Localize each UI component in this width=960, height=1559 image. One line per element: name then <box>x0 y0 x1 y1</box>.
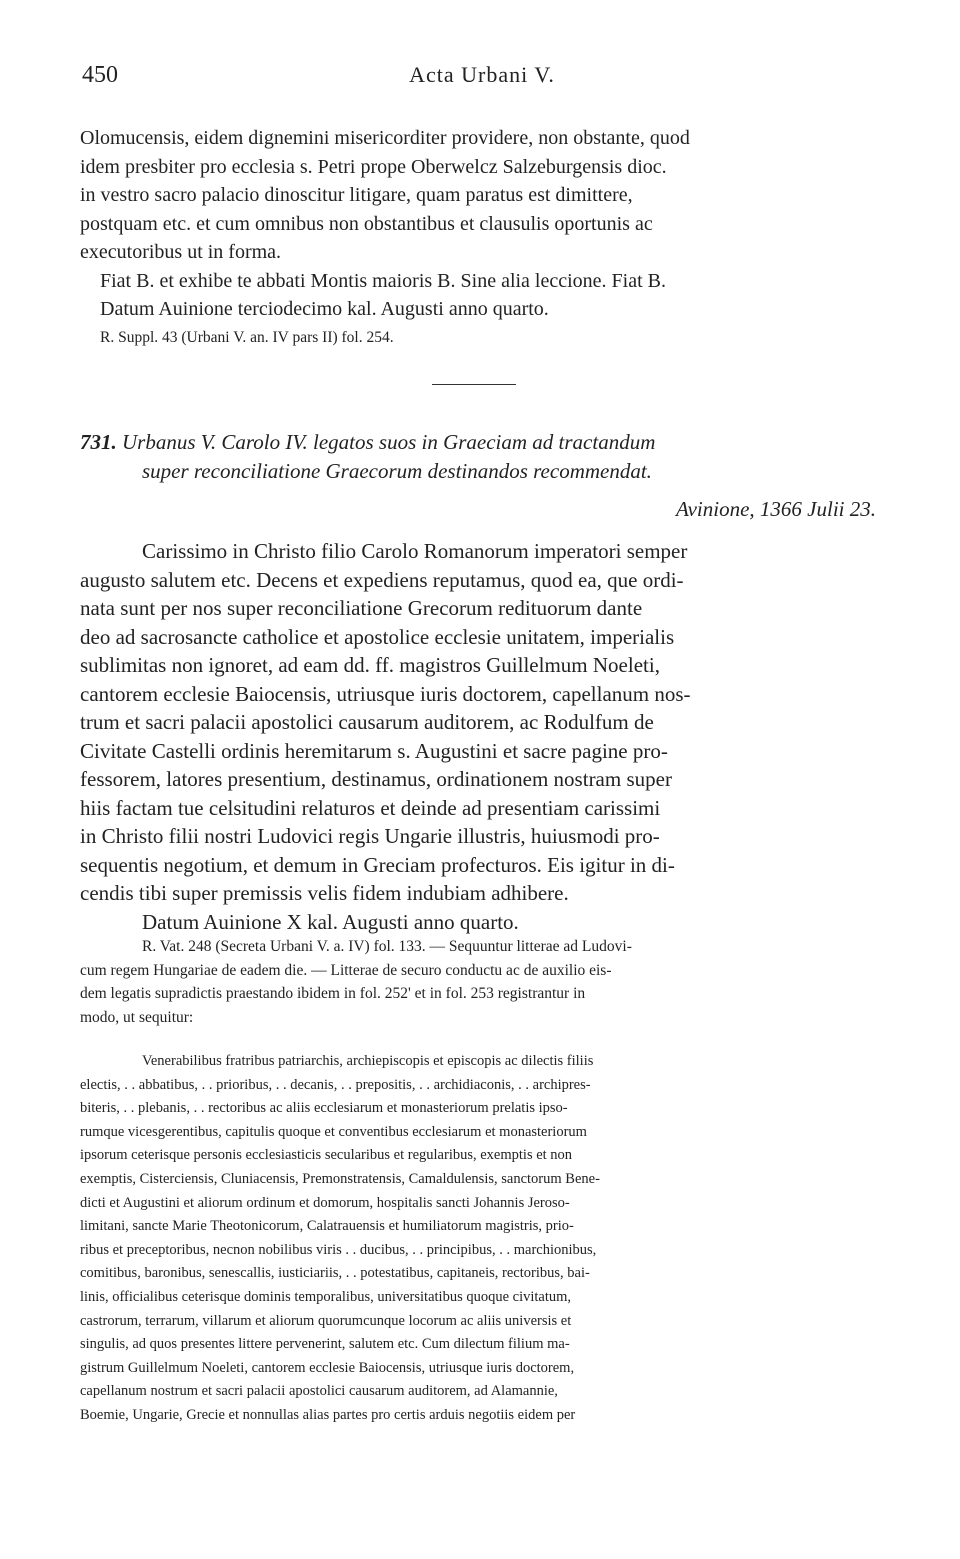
document-number: 731. <box>80 430 117 454</box>
source-reference: R. Suppl. 43 (Urbani V. an. IV pars II) fol. 254. <box>100 328 394 346</box>
text-line: sublimitas non ignoret, ad eam dd. ff. magistros Guillelmum Noeleti, <box>80 653 660 677</box>
quoted-line: electis, . . abbatibus, . . prioribus, . . decanis, . . prepositis, . . archidiaconis, . . archipres- <box>80 1076 591 1093</box>
document-heading <box>80 428 896 524</box>
quoted-line: limitani, sancte Marie Theotonicorum, Calatrauensis et humiliatorum magistris, prio- <box>80 1218 574 1235</box>
running-title: Acta Urbani V. <box>409 62 555 87</box>
text-line: nata sunt per nos super reconciliatione Grecorum redituorum dante <box>80 596 643 620</box>
text-line: idem presbiter pro ecclesia s. Petri prope Oberwelcz Salzeburgensis dioc. <box>80 155 667 178</box>
note-line: cum regem Hungariae de eadem die. — Litterae de securo conductu ac de auxilio eis- <box>80 961 612 979</box>
quoted-line: biteris, . . plebanis, . . rectoribus ac aliis ecclesiarum et monasteriorum prelatis ipso- <box>80 1100 568 1117</box>
place-date: Avinione, 1366 Julii 23. <box>675 497 876 521</box>
quoted-line: castrorum, terrarum, villarum et aliorum quorumcunque locorum ac aliis universis et <box>80 1312 572 1329</box>
page-header <box>82 62 882 102</box>
letter-body <box>80 537 896 936</box>
previous-document-text <box>80 124 896 352</box>
page-number: 450 <box>82 62 118 88</box>
quoted-line: gistrum Guillelmum Noeleti, cantorem ecclesie Baiocensis, utriusque iuris doctorem, <box>80 1359 575 1376</box>
datum-line: Datum Auinione terciodecimo kal. Augusti anno quarto. <box>100 298 549 320</box>
quoted-line: capellanum nostrum et sacri palacii apostolici causarum auditorem, ad Alamannie, <box>80 1383 558 1400</box>
note-line: modo, ut sequitur: <box>80 1009 194 1027</box>
datum-line: Datum Auinione X kal. Augusti anno quarto. <box>142 909 519 934</box>
heading-text-continued: super reconciliatione Graecorum destinandos recommendat. <box>142 458 652 483</box>
quoted-line: exemptis, Cisterciensis, Cluniacensis, Premonstratensis, Camaldulensis, sanctorum Bene- <box>80 1170 600 1187</box>
section-divider <box>432 384 516 385</box>
quoted-line: Boemie, Ungarie, Grecie et nonnullas alias partes pro certis arduis negotiis eidem per <box>80 1406 576 1423</box>
text-line: sequentis negotium, et demum in Greciam profecturos. Eis igitur in di- <box>80 852 675 877</box>
heading-text: Urbanus V. Carolo IV. legatos suos in Graeciam ad tractandum <box>122 430 656 454</box>
text-line: augusto salutem etc. Decens et expediens reputamus, quod ea, que ordi- <box>80 567 684 592</box>
quoted-line: ribus et preceptoribus, necnon nobilibus viris . . ducibus, . . principibus, . . marchionibus, <box>80 1241 597 1258</box>
quoted-line: ipsorum ceterisque personis ecclesiasticis secularibus et regularibus, exemptis et non <box>80 1147 573 1164</box>
quoted-line: singulis, ad quos presentes littere pervenerint, salutem etc. Cum dilectum filium ma- <box>80 1336 570 1353</box>
fiat-line: Fiat B. et exhibe te abbati Montis maioris B. Sine alia leccione. Fiat B. <box>100 269 667 292</box>
text-line: postquam etc. et cum omnibus non obstantibus et clausulis oportunis ac <box>80 212 653 235</box>
text-line: Civitate Castelli ordinis heremitarum s. Augustini et sacre pagine pro- <box>80 738 668 763</box>
text-line: in vestro sacro palacio dinoscitur litigare, quam paratus est dimittere, <box>80 184 633 206</box>
text-line: trum et sacri palacii apostolici causarum auditorem, ac Rodulfum de <box>80 710 654 734</box>
text-line: executoribus ut in forma. <box>80 241 282 263</box>
quoted-line: linis, officialibus ceterisque dominis temporalibus, universitatibus quoque civitatum, <box>80 1288 572 1305</box>
text-line: deo ad sacrosancte catholice et apostolice ecclesie unitatem, imperialis <box>80 624 675 649</box>
text-line: fessorem, latores presentium, destinamus, ordinationem nostram super <box>80 767 672 791</box>
text-line: Olomucensis, eidem dignemini misericorditer providere, non obstante, quod <box>80 127 690 149</box>
quoted-line: Venerabilibus fratribus patriarchis, archiepiscopis et episcopis ac dilectis filiis <box>142 1053 594 1069</box>
quoted-line: rumque vicesgerentibus, capitulis quoque et conventibus ecclesiarum et monasteriorum <box>80 1123 587 1140</box>
editorial-note <box>80 935 896 1030</box>
note-line: R. Vat. 248 (Secreta Urbani V. a. IV) fol. 133. — Sequuntur litterae ad Ludovi- <box>142 938 632 955</box>
text-line: Carissimo in Christo filio Carolo Romanorum imperatori semper <box>142 539 688 563</box>
text-line: hiis factam tue celsitudini relaturos et deinde ad presentiam carissimi <box>80 795 661 820</box>
quoted-line: comitibus, baronibus, senescallis, iusticiariis, . . potestatibus, capitaneis, rectoribus, bai- <box>80 1265 590 1282</box>
quoted-line: dicti et Augustini et aliorum ordinum et domorum, hospitalis sancti Johannis Jeroso- <box>80 1194 570 1211</box>
text-line: in Christo filii nostri Ludovici regis Ungarie illustris, huiusmodi pro- <box>80 824 660 848</box>
text-line: cendis tibi super premissis velis fidem indubiam adhibere. <box>80 881 569 905</box>
note-line: dem legatis supradictis praestando ibidem in fol. 252' et in fol. 253 registrantur in <box>80 985 586 1003</box>
quoted-letter <box>80 1050 896 1428</box>
text-line: cantorem ecclesie Baiocensis, utriusque iuris doctorem, capellanum nos- <box>80 681 691 706</box>
